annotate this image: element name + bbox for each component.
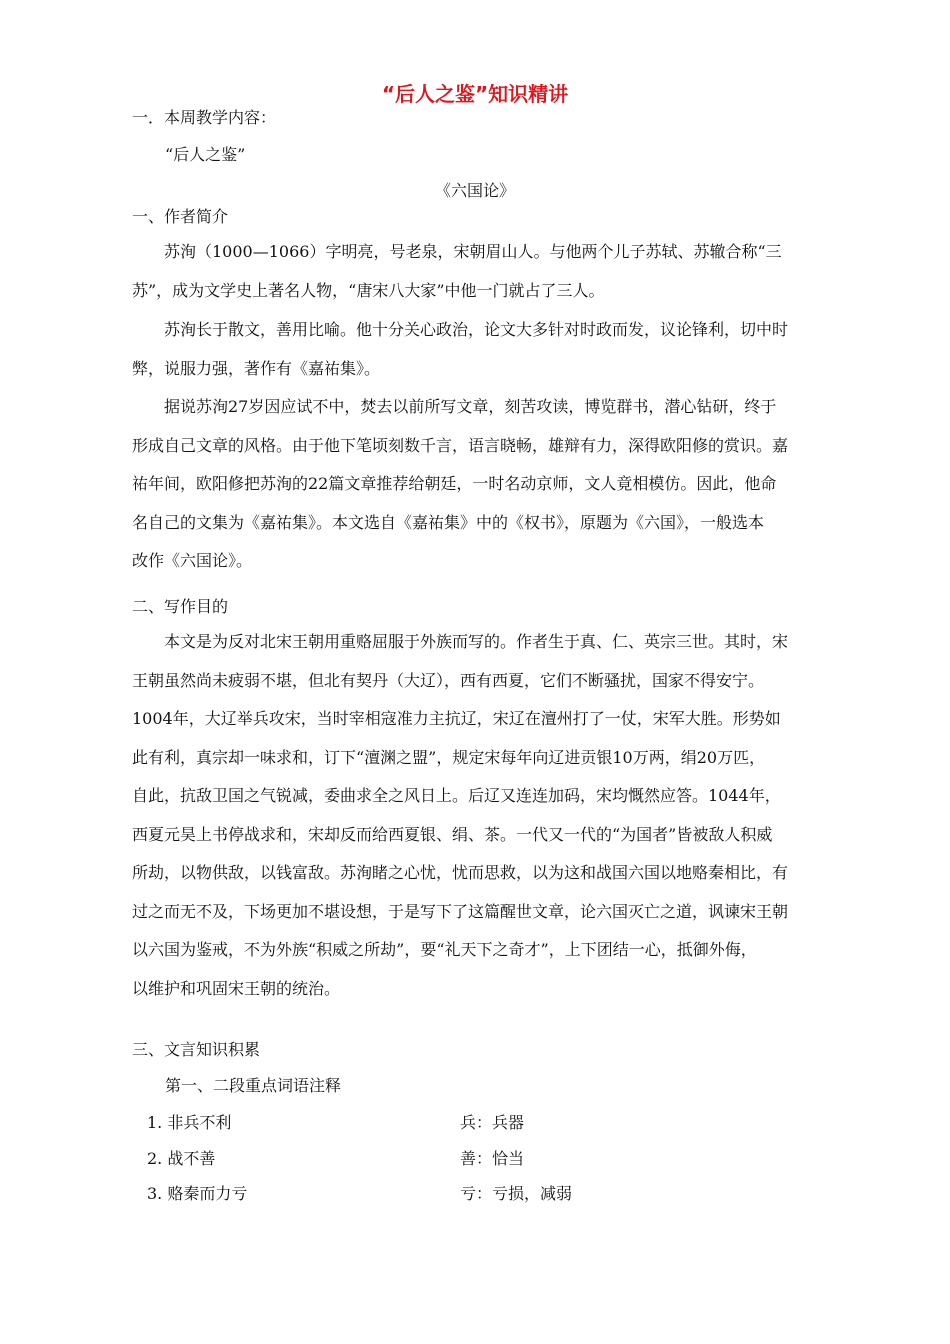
vocabulary-term: 3. 赂秦而力亏 [147, 1184, 248, 1203]
week-content-label: 一．本周教学内容： [132, 108, 277, 127]
text-line: 1004年，大辽举兵攻宋，当时宰相寇准力主抗辽，宋辽在澶州打了一仗，宋军大胜。形势如 [132, 709, 781, 728]
section-heading-vocabulary: 三、文言知识积累 [132, 1040, 261, 1059]
vocabulary-gloss: 善：恰当 [460, 1149, 525, 1168]
document-title: “后人之鉴”知识精讲 [381, 82, 569, 106]
section-heading-purpose: 二、写作目的 [132, 597, 229, 616]
paragraph-purpose [132, 631, 832, 1016]
paragraph-author-style [132, 319, 832, 396]
text-line: 以维护和巩固宋王朝的统治。 [132, 978, 341, 998]
text-line: 此有利，真宗却一味求和，订下“澶渊之盟”，规定宋每年向辽进贡银10万两，绢20万匹， [132, 747, 766, 767]
vocabulary-row [147, 1146, 747, 1169]
text-line: 过之而无不及，下场更加不堪设想，于是写下了这篇醒世文章，论六国灭亡之道，讽谏宋王朝 [132, 901, 789, 921]
text-line: 所劫，以物供敌，以钱富敌。苏洵睹之心忧，忧而思救，以为这和战国六国以地赂秦相比，有 [132, 863, 789, 882]
text-line: 祐年间，欧阳修把苏洵的22篇文章推荐给朝廷，一时名动京师，文人竟相模仿。因此，他命 [132, 474, 777, 493]
vocabulary-term: 1. 非兵不利 [147, 1113, 232, 1132]
lesson-name: “后人之鉴” [165, 145, 246, 164]
vocabulary-row [147, 1181, 747, 1204]
text-line: 苏”，成为文学史上著名人物，“唐宋八大家”中他一门就占了三人。 [132, 280, 605, 300]
text-line: 据说苏洵27岁因应试不中，焚去以前所写文章，刻苦攻读，博览群书，潜心钻研，终于 [164, 397, 777, 416]
text-line: 自此，抗敌卫国之气锐减，委曲求全之风日上。后辽又连连加码，宋均慨然应答。1044年， [132, 786, 781, 805]
paragraph-author-intro [132, 241, 832, 318]
text-line: 西夏元昊上书停战求和，宋却反而给西夏银、绢、茶。一代又一代的“为国者”皆被敌人积威 [132, 824, 773, 844]
section-heading-author: 一、作者简介 [132, 207, 229, 226]
paragraph-author-story [132, 396, 832, 589]
text-line: 苏洵（1000—1066）字明亮，号老泉，宋朝眉山人。与他两个儿子苏轼、苏辙合称“三 [164, 242, 782, 261]
text-line: 本文是为反对北宋王朝用重赂屈服于外族而写的。作者生于真、仁、英宗三世。其时，宋 [164, 632, 789, 651]
text-title: 《六国论》 [434, 181, 515, 200]
vocabulary-row [147, 1110, 747, 1133]
text-line: 王朝虽然尚未疲弱不堪，但北有契丹（大辽），西有西夏，它们不断骚扰，国家不得安宁。 [132, 670, 765, 690]
text-line: 苏洵长于散文，善用比喻。他十分关心政治，论文大多针对时政而发，议论锋利，切中时 [164, 320, 789, 339]
text-line: 名自己的文集为《嘉祐集》。本文选自《嘉祐集》中的《权书》，原题为《六国》，一般选本 [132, 512, 765, 532]
vocabulary-term: 2. 战不善 [147, 1149, 216, 1168]
text-line: 以六国为鉴戒，不为外族“积威之所劫”，要“礼天下之奇才”，上下团结一心，抵御外侮， [132, 940, 757, 959]
text-line: 弊，说服力强，著作有《嘉祐集》。 [132, 358, 381, 378]
vocabulary-gloss: 兵：兵器 [460, 1113, 525, 1132]
vocabulary-gloss: 亏：亏损，减弱 [460, 1184, 573, 1203]
text-line: 形成自己文章的风格。由于他下笔顷刻数千言，语言晓畅，雄辩有力，深得欧阳修的赏识。嘉 [132, 435, 789, 455]
text-line: 改作《六国论》。 [132, 551, 253, 570]
vocabulary-subheading: 第一、二段重点词语注释 [165, 1076, 342, 1095]
